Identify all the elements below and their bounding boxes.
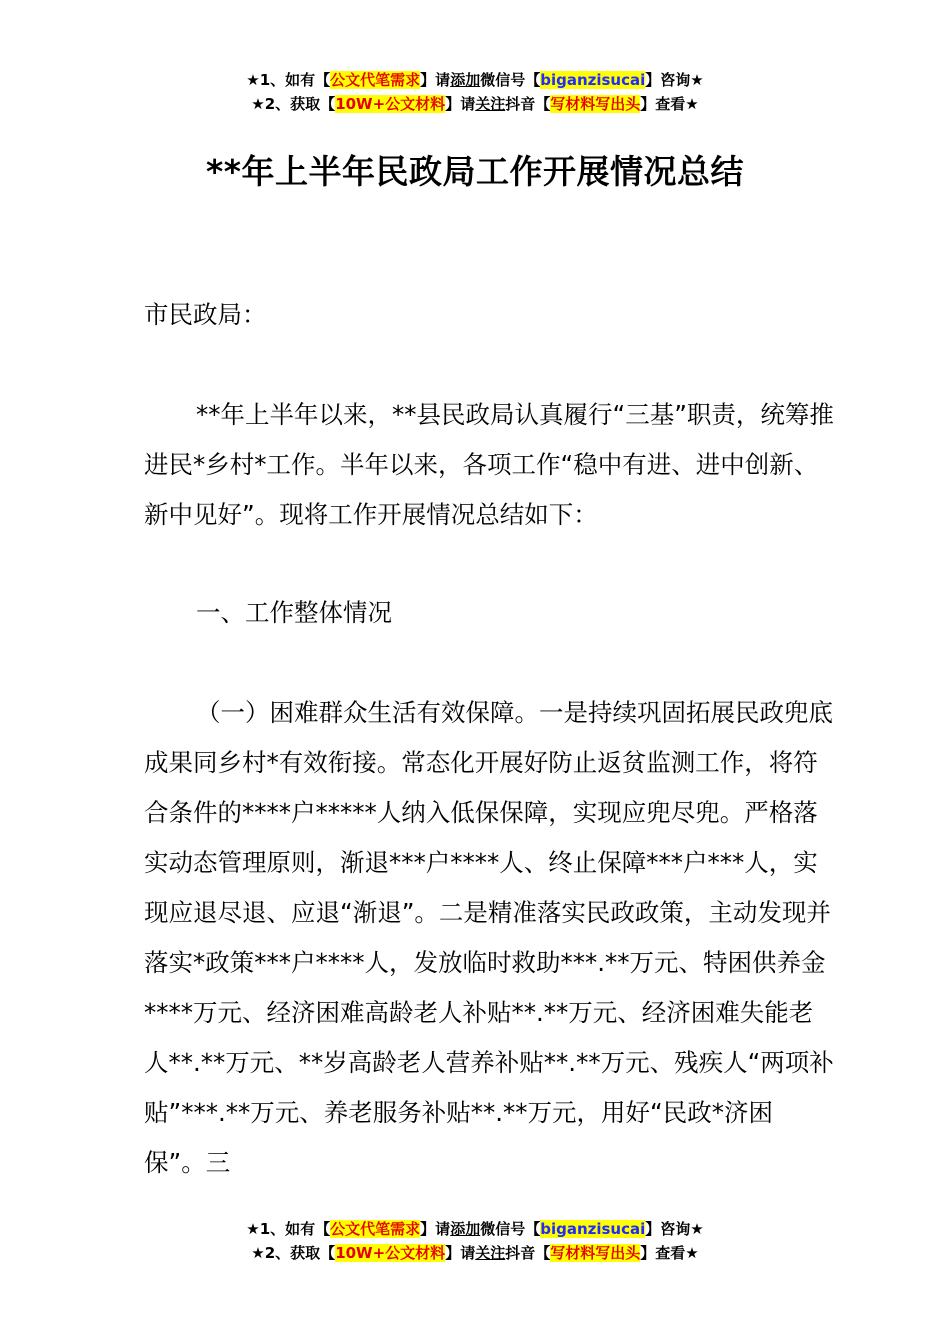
promo-underlined: 关注 xyxy=(475,1244,506,1262)
promo-text: ★1、如有【 xyxy=(246,1220,331,1238)
promo-text: 】查看★ xyxy=(640,95,699,113)
promo-text: 】请 xyxy=(445,1244,476,1262)
promo-highlight: 10W+公文材料 xyxy=(335,1244,446,1262)
promo-line-1 xyxy=(0,1217,950,1241)
promo-underlined: 添加 xyxy=(450,1220,481,1238)
promo-text: 】查看★ xyxy=(640,1244,699,1262)
promo-highlight: 公文代笔需求 xyxy=(330,71,421,89)
document-title: **年上半年民政局工作开展情况总结 xyxy=(205,152,744,191)
promo-douyin-id: 写材料写出头 xyxy=(550,1244,641,1262)
promo-underlined: 添加 xyxy=(450,71,481,89)
promo-text: 微信号【 xyxy=(480,1220,541,1238)
promo-text: 】咨询★ xyxy=(645,1220,704,1238)
promo-line-1 xyxy=(0,68,950,92)
promo-wechat-id: biganzisucai xyxy=(540,1220,646,1238)
promo-line-2 xyxy=(0,1241,950,1265)
promo-text: ★2、获取【 xyxy=(251,1244,336,1262)
promo-text: 抖音【 xyxy=(505,95,551,113)
promo-douyin-id: 写材料写出头 xyxy=(550,95,641,113)
promo-wechat-id: biganzisucai xyxy=(540,71,646,89)
promo-banner-top xyxy=(0,68,950,116)
promo-line-2 xyxy=(0,92,950,116)
section-heading: 一、工作整体情况 xyxy=(196,598,392,627)
promo-highlight: 10W+公文材料 xyxy=(335,95,446,113)
promo-underlined: 关注 xyxy=(475,95,506,113)
promo-text: 】请 xyxy=(445,95,476,113)
promo-highlight: 公文代笔需求 xyxy=(330,1220,421,1238)
intro-paragraph: **年上半年以来，**县民政局认真履行“三基”职责，统筹推进民*乡村*工作。半年以来，各项工作“稳中有进、进中创新、新中见好”。现将工作开展情况总结如下： xyxy=(144,400,834,529)
salutation: 市民政局： xyxy=(144,300,267,329)
body-paragraph: （一）困难群众生活有效保障。一是持续巩固拓展民政兜底成果同乡村*有效衔接。常态化开展好防止返贫监测工作，将符合条件的****户*****人纳入低保保障，实现应兜尽兜。严格落实动态管理原则，渐退***户****人、终止保障***户***人，实现应退尽退、应退“渐退”。二是精准落实民政政策，主动发现并落实*政策***户****人，发放临时救助***.**万元、特困供养金****万元、经济困难高龄老人补贴**.**万元、经济困难失能老人**.**万元、**岁高龄老人营养补贴**.**万元、残疾人“两项补贴”***.**万元、养老服务补贴**.**万元，用好“民政*济困保”。三 xyxy=(144,698,834,1177)
promo-text: 】咨询★ xyxy=(645,71,704,89)
promo-banner-bottom xyxy=(0,1217,950,1265)
promo-text: ★1、如有【 xyxy=(246,71,331,89)
promo-text: 抖音【 xyxy=(505,1244,551,1262)
promo-text: 】请 xyxy=(420,71,451,89)
promo-text: 微信号【 xyxy=(480,71,541,89)
promo-text: ★2、获取【 xyxy=(251,95,336,113)
promo-text: 】请 xyxy=(420,1220,451,1238)
